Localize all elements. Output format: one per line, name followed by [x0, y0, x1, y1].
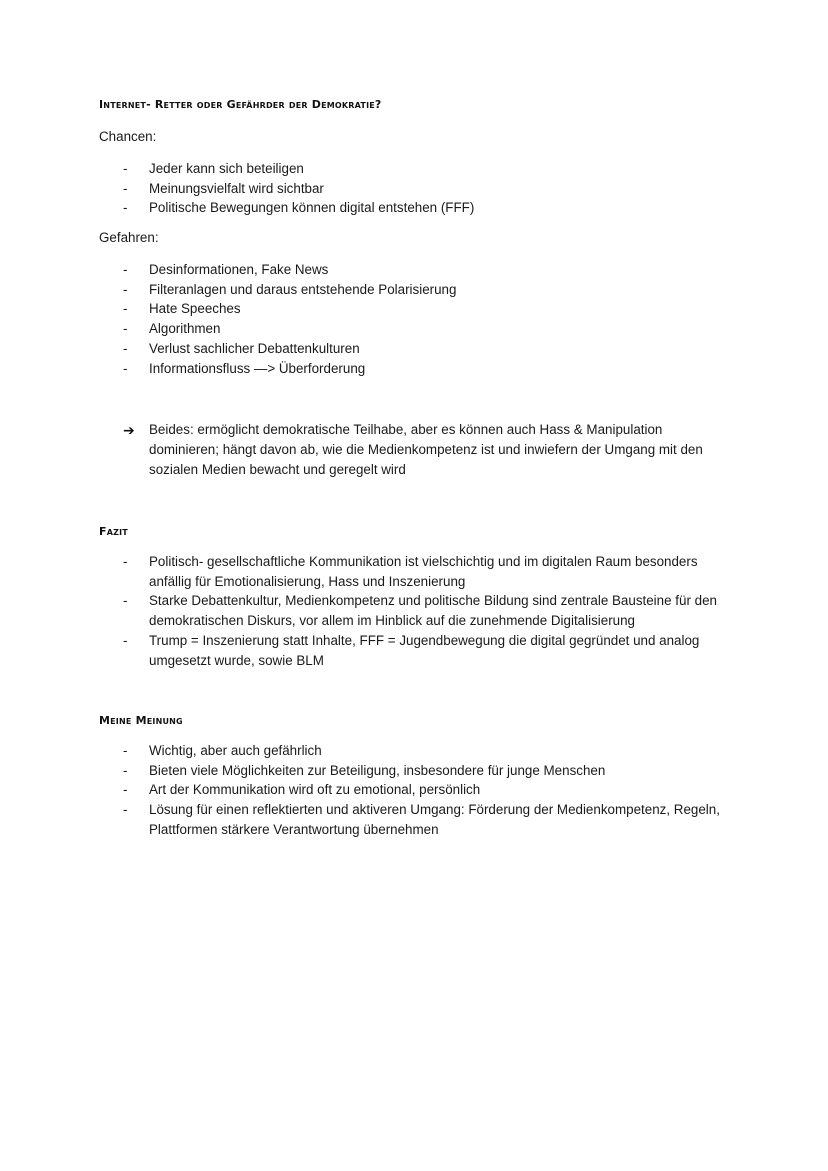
list-item-text: Lösung für einen reflektierten und aktiveren Umgang: Förderung der Medienkompetenz, Regeln, Plattformen stärkere Verantwortung übernehmen: [149, 802, 720, 837]
list-item-text: Filteranlagen und daraus entstehende Polarisierung: [149, 281, 457, 297]
list-item-text: Algorithmen: [149, 321, 221, 337]
list-item-text: Hate Speeches: [149, 301, 241, 317]
gefahren-label: Gefahren:: [99, 230, 159, 245]
list-item: [0, 299, 729, 319]
list-item: [0, 159, 729, 179]
list-item: [0, 260, 729, 280]
dash-bullet: -: [123, 281, 128, 297]
list-item-text: Politisch- gesellschaftliche Kommunikation ist vielschichtig und im digitalen Raum besonders anfällig für Emotionalisierung, Hass und Inszenierung: [149, 554, 698, 589]
list-item: [0, 179, 729, 199]
list-item-text: Desinformationen, Fake News: [149, 262, 329, 277]
list-item-text: Politische Bewegungen können digital entstehen (FFF): [149, 200, 475, 216]
dash-bullet: -: [123, 180, 128, 196]
chancen-list: [0, 159, 729, 218]
dash-bullet: -: [123, 321, 128, 337]
list-item-text: Verlust sachlicher Debattenkulturen: [149, 340, 360, 356]
conclusion-arrow-block: [0, 420, 740, 480]
dash-bullet: -: [123, 632, 128, 648]
list-item: [0, 591, 729, 630]
gefahren-list: [0, 260, 729, 378]
list-item-text: Informationsfluss —> Überforderung: [149, 360, 366, 376]
dash-bullet: -: [123, 340, 128, 356]
list-item-text: Wichtig, aber auch gefährlich: [149, 743, 322, 758]
list-item-text: Trump = Inszenierung statt Inhalte, FFF = Jugendbewegung die digital gegründet und analog umgesetzt wurde, sowie BLM: [149, 632, 700, 668]
list-item: [0, 631, 729, 670]
list-item: [0, 800, 729, 839]
list-item: [0, 780, 729, 800]
dash-bullet: -: [123, 262, 128, 277]
list-item: [0, 761, 729, 781]
list-item-text: Art der Kommunikation wird oft zu emotional, persönlich: [149, 782, 481, 798]
dash-bullet: -: [123, 593, 128, 609]
list-item: [0, 552, 729, 591]
list-item-text: Starke Debattenkultur, Medienkompetenz und politische Bildung sind zentrale Bausteine für den demokratischen Diskurs, vor allem im Hinblick auf die zunehmende Digitalisierung: [149, 593, 717, 629]
list-item: [0, 741, 729, 761]
list-item-text: Meinungsvielfalt wird sichtbar: [149, 180, 324, 196]
dash-bullet: -: [123, 161, 128, 176]
arrow-right-icon: ➔: [123, 422, 135, 438]
dash-bullet: -: [123, 200, 128, 216]
list-item-text: Jeder kann sich beteiligen: [149, 161, 304, 176]
list-item: [0, 319, 729, 339]
dash-bullet: -: [123, 554, 128, 569]
meinung-heading: Meine Meinung: [99, 714, 183, 727]
dash-bullet: -: [123, 762, 128, 778]
dash-bullet: -: [123, 301, 128, 317]
dash-bullet: -: [123, 360, 128, 376]
chancen-label: Chancen:: [99, 129, 157, 144]
list-item: [0, 198, 729, 218]
list-item: [0, 339, 729, 359]
dash-bullet: -: [123, 782, 128, 798]
conclusion-text: Beides: ermöglicht demokratische Teilhabe, aber es können auch Hass & Manipulation dominieren; hängt davon ab, wie die Medienkompetenz ist und inwiefern der Umgang mit den sozialen Medien bewacht und geregelt wird: [149, 422, 703, 477]
fazit-list: [0, 552, 729, 670]
meinung-list: [0, 741, 729, 840]
list-item-text: Bieten viele Möglichkeiten zur Beteiligung, insbesondere für junge Menschen: [149, 762, 606, 778]
list-item: [0, 359, 729, 379]
list-item: [0, 280, 729, 300]
fazit-heading: Fazit: [99, 525, 128, 538]
dash-bullet: -: [123, 802, 128, 818]
dash-bullet: -: [123, 743, 128, 758]
document-title: Internet- Retter oder Gefährder der Demokratie?: [99, 98, 382, 111]
